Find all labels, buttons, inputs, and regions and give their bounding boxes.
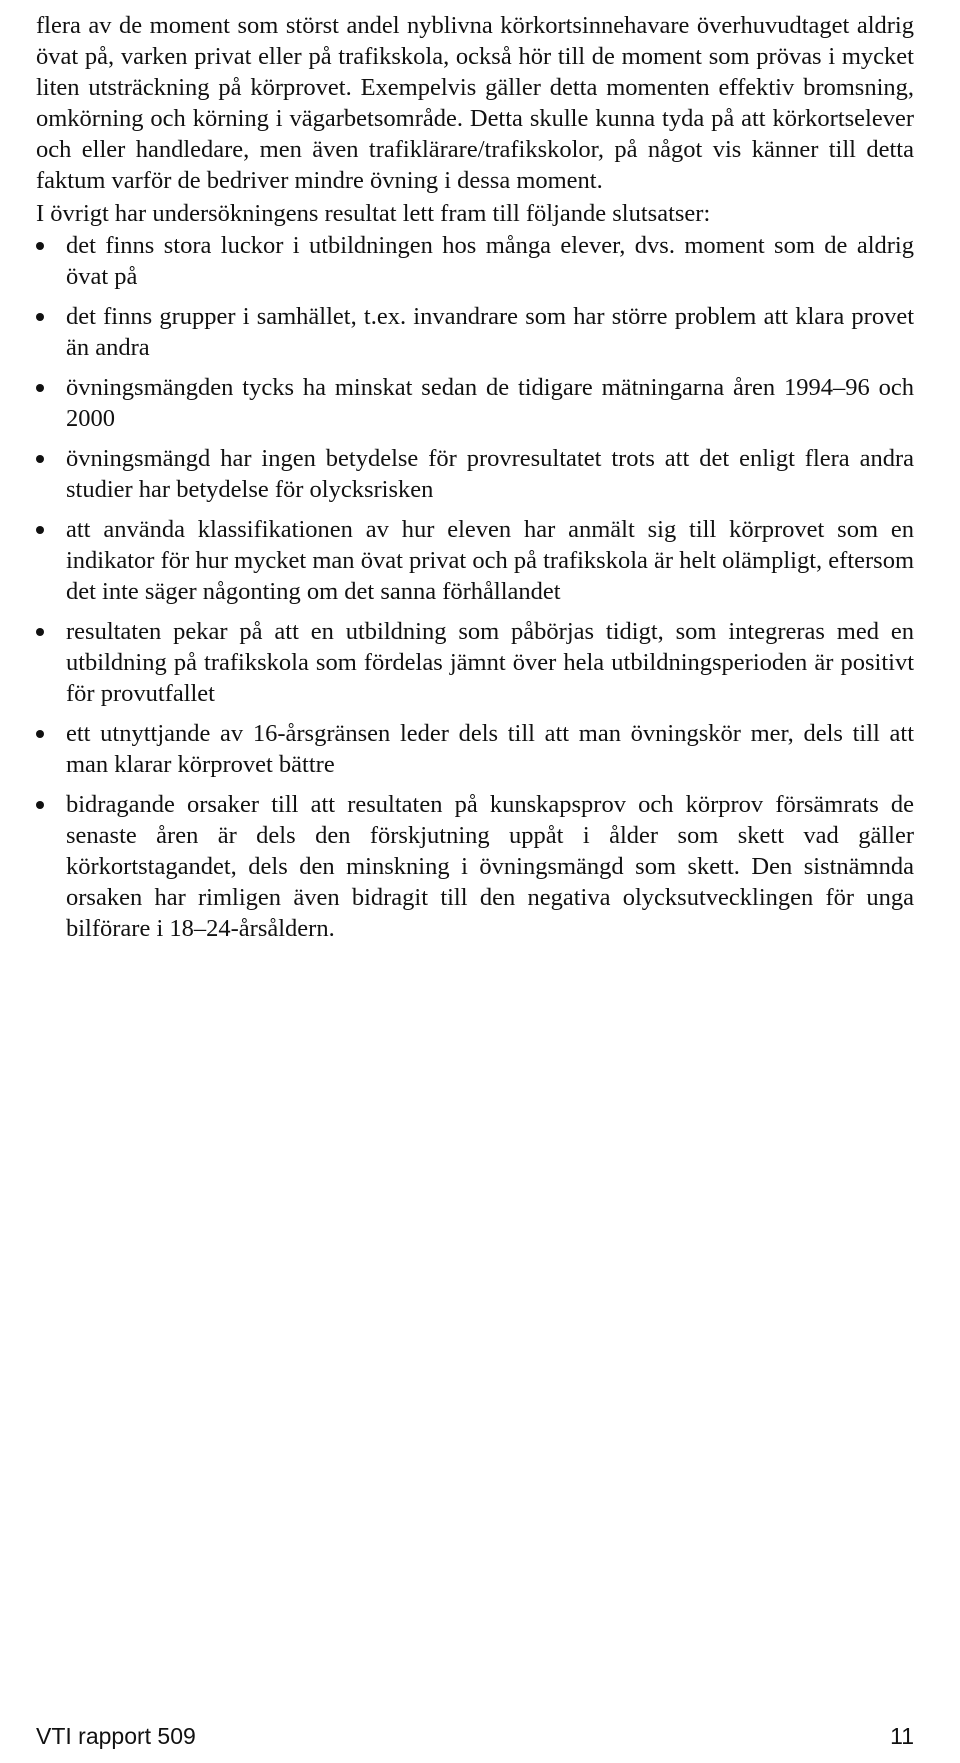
- list-item-text: att använda klassifikationen av hur eleven har anmält sig till körprovet som en indikator för hur mycket man övat privat och på trafikskola är helt olämpligt, eftersom det inte säger någonting om det sanna förhållandet: [66, 516, 914, 605]
- intro-paragraph: flera av de moment som störst andel nyblivna körkortsinnehavare överhuvudtaget aldrig övat på, varken privat eller på trafikskola, också hör till de moment som prövas i mycket liten utsträckning på körprovet. Exempelvis gäller detta momenten effektiv bromsning, omkörning och körning i vägarbetsområde. Detta skulle kunna tyda på att körkortselever och eller handledare, men även trafiklärare/trafikskolor, på något vis känner till detta faktum varför de bedriver mindre övning i dessa moment.: [36, 12, 914, 194]
- list-item: [36, 718, 914, 780]
- list-item-text: det finns stora luckor i utbildningen hos många elever, dvs. moment som de aldrig övat på: [66, 232, 914, 290]
- bullet-icon: [36, 730, 44, 738]
- document-page: [36, 0, 914, 953]
- list-item-text: det finns grupper i samhället, t.ex. invandrare som har större problem att klara provet än andra: [66, 303, 914, 361]
- bullet-icon: [36, 384, 44, 392]
- list-item-text: ett utnyttjande av 16-årsgränsen leder dels till att man övningskör mer, dels till att man klarar körprovet bättre: [66, 720, 914, 778]
- bullet-icon: [36, 242, 44, 250]
- list-item-text: resultaten pekar på att en utbildning som påbörjas tidigt, som integreras med en utbildning på trafikskola som fördelas jämnt över hela utbildningsperioden är positivt för provutfallet: [66, 618, 914, 707]
- list-item: [36, 301, 914, 363]
- conclusions-list: [36, 230, 914, 944]
- list-item: [36, 230, 914, 292]
- list-item: [36, 616, 914, 709]
- list-item: [36, 443, 914, 505]
- bullet-icon: [36, 628, 44, 636]
- list-item-text: övningsmängd har ingen betydelse för provresultatet trots att det enligt flera andra studier har betydelse för olycksrisken: [66, 445, 914, 503]
- bullet-icon: [36, 801, 44, 809]
- page-number: 11: [890, 1723, 914, 1749]
- bullet-icon: [36, 526, 44, 534]
- list-item: [36, 789, 914, 944]
- list-item-text: övningsmängden tycks ha minskat sedan de tidigare mätningarna åren 1994–96 och 2000: [66, 374, 914, 432]
- bullet-icon: [36, 455, 44, 463]
- report-label: VTI rapport 509: [36, 1723, 196, 1749]
- bullet-icon: [36, 313, 44, 321]
- list-item: [36, 514, 914, 607]
- list-item: [36, 372, 914, 434]
- conclusions-lead-sentence: I övrigt har undersökningens resultat lett fram till följande slutsatser:: [36, 200, 711, 227]
- list-item-text: bidragande orsaker till att resultaten på kunskapsprov och körprov försämrats de senaste åren är dels den förskjutning uppåt i ålder som skett vad gäller körkortstagandet, dels den minskning i övningsmängd som skett. Den sistnämnda orsaken har rimligen även bidragit till den negativa olycksutvecklingen för unga bilförare i 18–24-årsåldern.: [66, 791, 914, 942]
